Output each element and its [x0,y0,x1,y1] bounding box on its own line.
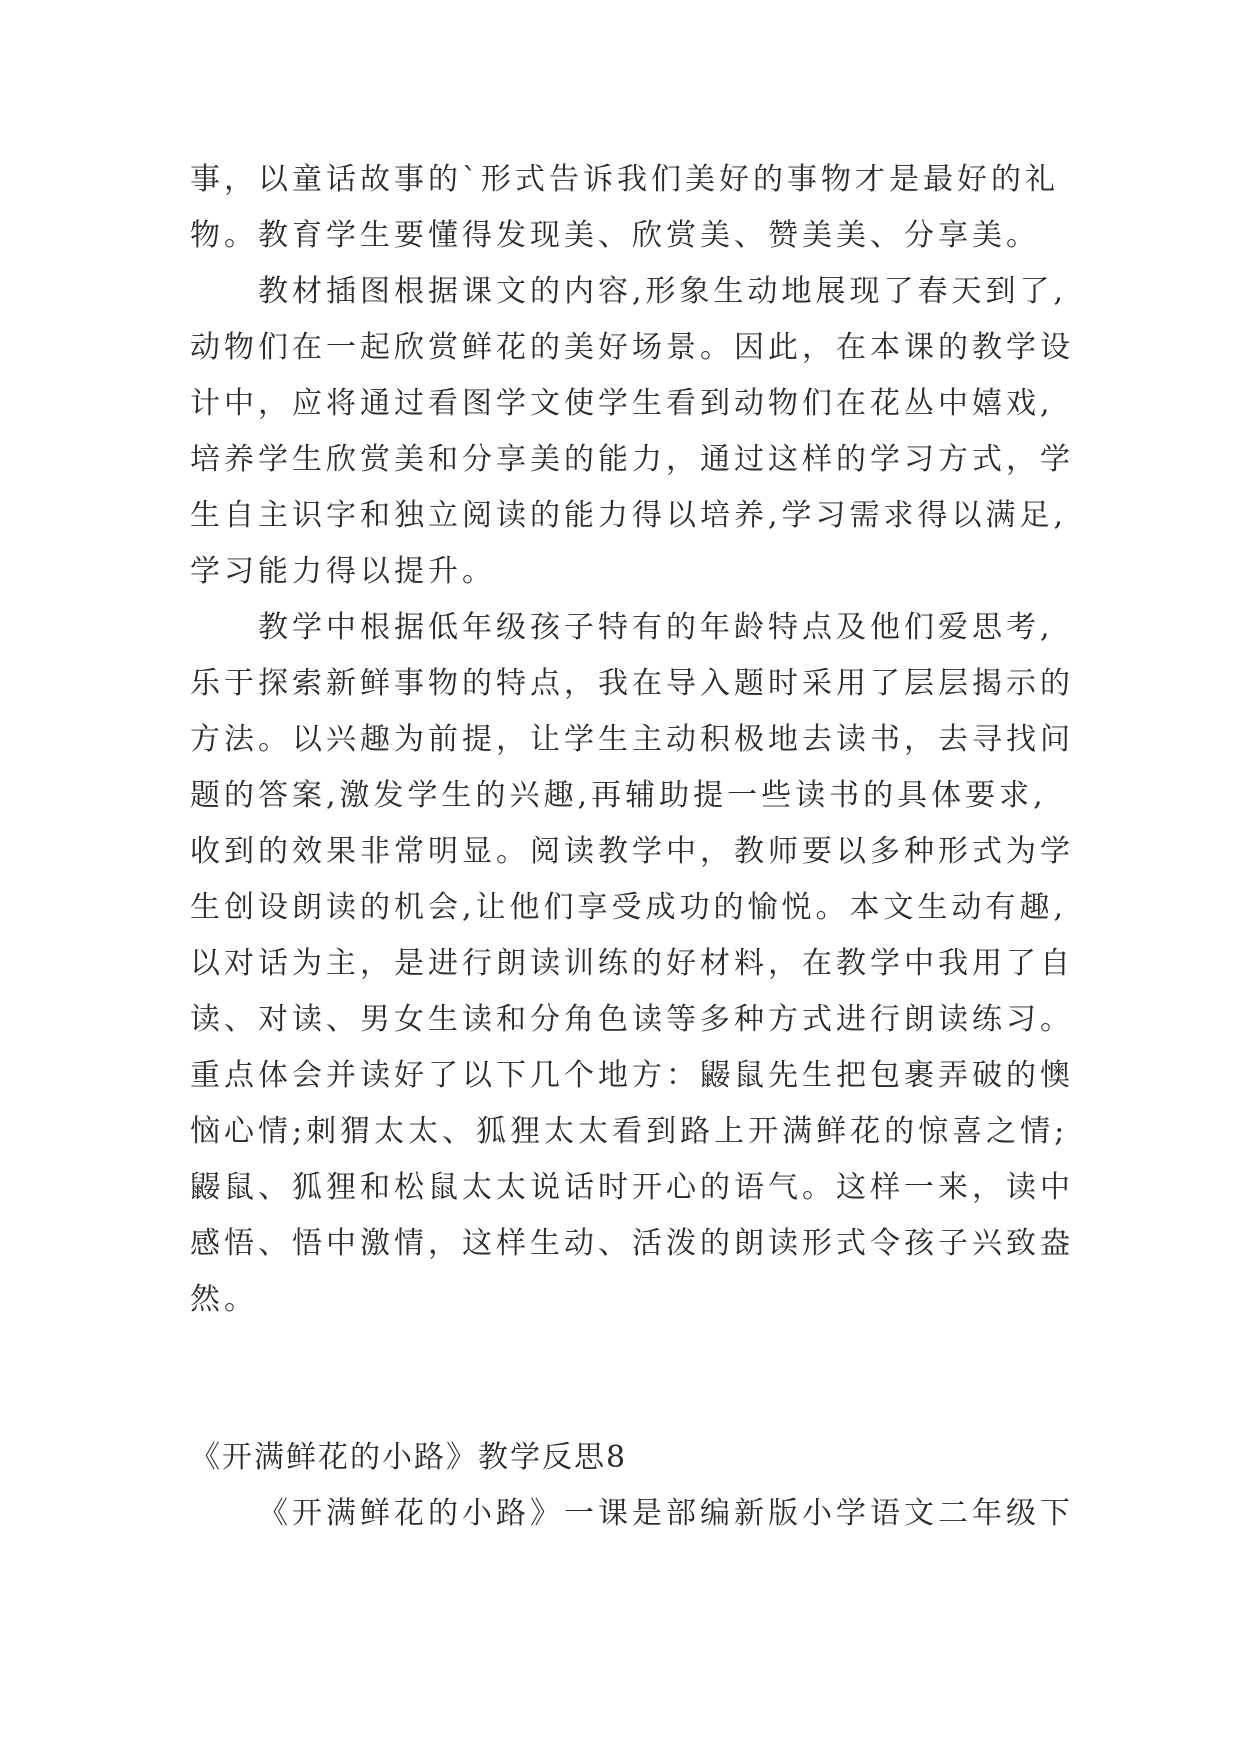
paragraph-illustration [190,264,1074,600]
text-line: 以对话为主，是进行朗读训练的好材料，在教学中我用了自 [190,946,1074,981]
text-line: 教材插图根据课文的内容,形象生动地展现了春天到了, [258,274,1068,309]
text-line: 读、对读、男女生读和分角色读等多种方式进行朗读练习。 [190,1002,1074,1037]
paragraph-continuation [190,152,1070,264]
text-line: 生自主识字和独立阅读的能力得以培养,学习需求得以满足, [190,498,1068,533]
text-line: 恼心情;刺猬太太、狐狸太太看到路上开满鲜花的惊喜之情; [190,1114,1069,1149]
text-line: 鼹鼠、狐狸和松鼠太太说话时开心的语气。这样一来，读中 [190,1170,1074,1205]
text-line: 然。 [190,1282,258,1317]
text-line: 重点体会并读好了以下几个地方：鼹鼠先生把包裹弄破的懊 [190,1058,1074,1093]
section-heading: 《开满鲜花的小路》教学反思8 [190,1440,628,1475]
paragraph-teaching [190,600,1074,1328]
section-first-paragraph [190,1486,1074,1542]
text-line: 动物们在一起欣赏鲜花的美好场景。因此，在本课的教学设 [190,330,1074,365]
text-line: 感悟、悟中激情，这样生动、活泼的朗读形式令孩子兴致盎 [190,1226,1074,1261]
text-line: 教学中根据低年级孩子特有的年龄特点及他们爱思考, [258,610,1054,645]
text-line: 乐于探索新鲜事物的特点，我在导入题时采用了层层揭示的 [190,666,1074,701]
text-line: 生创设朗读的机会,让他们享受成功的愉悦。本文生动有趣, [190,890,1068,925]
text-line: 题的答案,激发学生的兴趣,再辅助提一些读书的具体要求, [190,778,1047,813]
text-line: 事，以童话故事的`形式告诉我们美好的事物才是最好的礼 [190,162,1059,197]
text-line: 收到的效果非常明显。阅读教学中，教师要以多种形式为学 [190,834,1074,869]
text-line: 《开满鲜花的小路》一课是部编新版小学语文二年级下 [258,1496,1074,1531]
text-line: 物。教育学生要懂得发现美、欣赏美、赞美美、分享美。 [190,218,1040,253]
text-line: 培养学生欣赏美和分享美的能力，通过这样的学习方式，学 [190,442,1074,477]
text-line: 计中，应将通过看图学文使学生看到动物们在花丛中嬉戏, [190,386,1054,421]
text-line: 方法。以兴趣为前提，让学生主动积极地去读书，去寻找问 [190,722,1074,757]
text-line: 学习能力得以提升。 [190,554,496,589]
